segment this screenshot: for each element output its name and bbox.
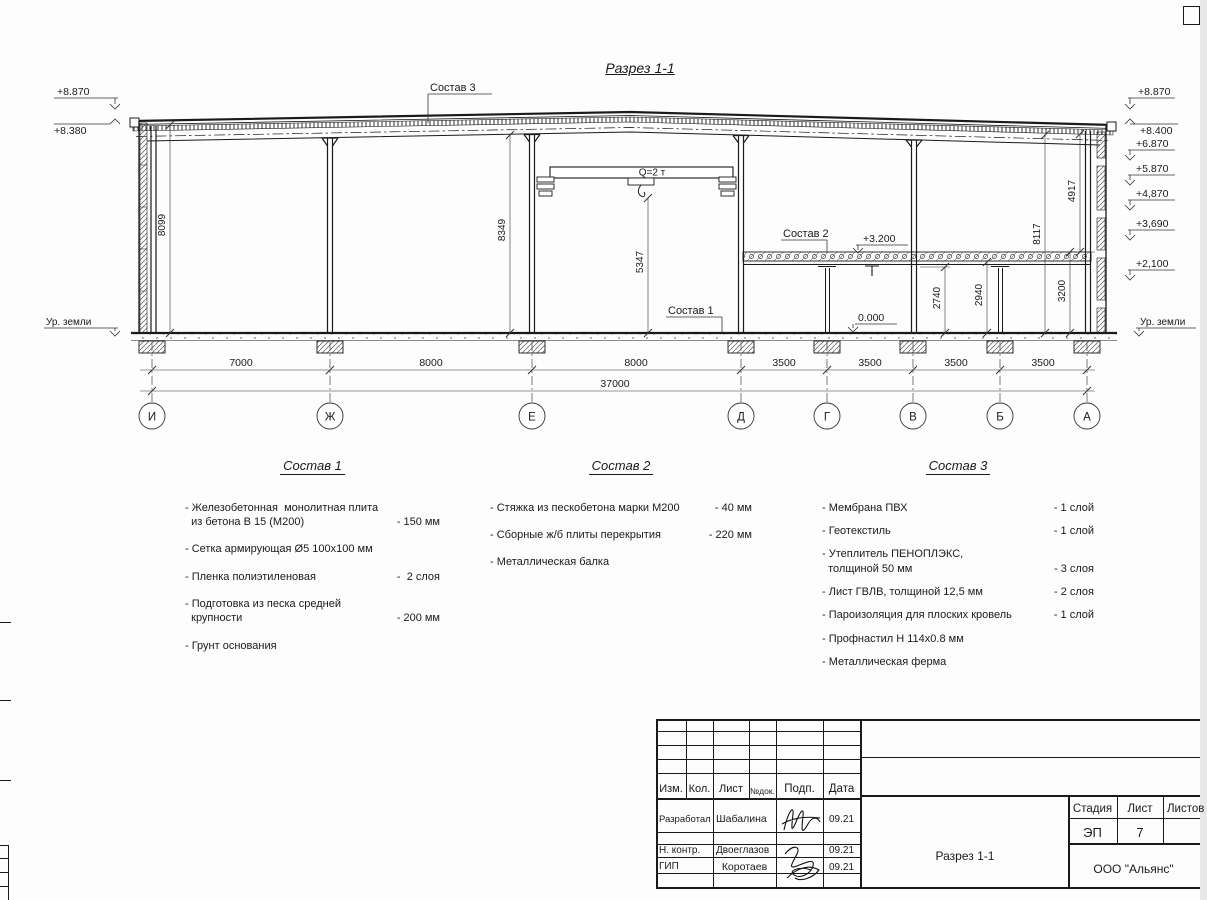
composition-callout: Состав 2 — [783, 228, 829, 240]
item-text: - Геотекстиль — [822, 525, 891, 538]
item-text: - Лист ГВЛВ, толщиной 12,5 мм — [822, 586, 983, 599]
item-text: - Мембрана ПВХ — [822, 501, 908, 514]
item-value: - 220 мм — [708, 529, 752, 542]
vdim-label: 8099 — [157, 213, 168, 237]
tb-date: 09.21 — [828, 862, 855, 873]
item-value: - 2 слоя — [396, 570, 440, 583]
ground-level-label: Ур. земли — [46, 317, 92, 328]
item-value: - 200 мм — [396, 612, 440, 625]
composition-list-1 — [185, 458, 440, 666]
elevation-label: +8.870 — [1138, 86, 1171, 98]
item-text: - Грунт основания — [185, 639, 277, 652]
frame-mark — [0, 845, 8, 846]
tb-sheets-label: Листов — [1167, 803, 1205, 815]
axis-lines — [152, 342, 1087, 402]
crane-capacity-label: Q=2 т — [638, 167, 666, 179]
vdim-label: 8117 — [1032, 223, 1043, 245]
tb-col-list: Лист — [719, 783, 743, 795]
item-value: - 2 слоя — [1053, 586, 1094, 599]
frame-mark — [0, 700, 11, 701]
vdim-label: 3200 — [1057, 279, 1068, 303]
tb-col-ndok: №док. — [750, 786, 775, 796]
tb-company: ООО "Альянс" — [1093, 862, 1174, 876]
frame-mark — [0, 872, 8, 873]
item-value: - 40 мм — [714, 501, 752, 514]
axis-bubble-label: Г — [823, 411, 831, 424]
ground-floor-slab — [131, 333, 1117, 341]
vdim-label: 4917 — [1067, 179, 1078, 203]
signature — [780, 802, 822, 840]
list-item — [185, 570, 440, 584]
frame-mark — [0, 858, 8, 859]
tb-date: 09.21 — [828, 814, 855, 825]
item-text: - Металлическая ферма — [822, 655, 947, 668]
list-item — [822, 632, 1094, 646]
tb-name: Коротаев — [721, 861, 768, 873]
item-text: - Железобетонная монолитная плита из бетона В 15 (М200) — [185, 501, 379, 529]
item-text: - Утеплитель ПЕНОПЛЭКС, толщиной 50 мм — [822, 548, 964, 575]
hdim-label: 3500 — [858, 357, 882, 369]
signature — [779, 840, 823, 884]
composition-callout: Состав 3 — [430, 82, 476, 94]
frame-mark — [8, 845, 9, 900]
elevation-label: +8.400 — [1140, 125, 1173, 137]
axis-bubble-label: Д — [737, 411, 745, 424]
tb-col-podp: Подп. — [784, 783, 815, 795]
total-dim-label: 37000 — [600, 378, 630, 390]
list-item — [822, 501, 1094, 515]
item-text: - Сборные ж/б плиты перекрытия — [490, 529, 661, 542]
tb-col-izm: Изм. — [659, 783, 683, 795]
list-item — [490, 555, 752, 569]
frame-mark — [0, 886, 8, 887]
composition-title: Состав 2 — [490, 458, 752, 475]
vdim-label: 2740 — [932, 286, 943, 310]
list-item — [822, 655, 1094, 669]
axis-bubbles — [139, 403, 1100, 429]
tb-sheet-label: Лист — [1127, 803, 1153, 815]
composition-callout: Состав 1 — [668, 305, 714, 317]
tb-col-data: Дата — [828, 783, 855, 795]
item-text: - Профнастил Н 114х0.8 мм — [822, 632, 964, 645]
hdim-label: 3500 — [944, 357, 968, 369]
tb-doc-title: Разрез 1-1 — [935, 849, 995, 863]
vdim-label: 8349 — [497, 218, 508, 242]
item-text: - Сетка армирующая Ø5 100х100 мм — [185, 543, 373, 556]
elevation-label: +3,690 — [1136, 218, 1169, 230]
composition-list-2 — [490, 458, 752, 583]
hdim-label: 3500 — [772, 357, 796, 369]
ground-level-label: Ур. земли — [1140, 317, 1186, 328]
drawing-view-title: Разрез 1-1 — [605, 60, 675, 76]
exterior-walls — [139, 121, 1106, 333]
hdim-label: 7000 — [229, 357, 253, 369]
elevation-label: +5.870 — [1136, 163, 1169, 175]
axis-bubble-label: Б — [996, 411, 1004, 424]
list-item — [822, 547, 1094, 576]
tb-name: Двоеглазов — [716, 845, 770, 856]
hdim-label: 8000 — [624, 357, 648, 369]
level-label: 0.000 — [858, 312, 885, 324]
list-item — [822, 585, 1094, 599]
item-text: - Пленка полиэтиленовая — [185, 570, 316, 583]
columns — [151, 126, 1091, 333]
list-item — [822, 608, 1094, 622]
hdim-label: 3500 — [1031, 357, 1055, 369]
item-value: - 150 мм — [396, 516, 440, 529]
frame-mark — [0, 622, 11, 623]
list-item — [185, 639, 440, 653]
list-item — [185, 597, 440, 626]
level-label: +3.200 — [863, 233, 896, 245]
foundation-pads — [139, 341, 1100, 353]
axis-bubble-label: Ж — [324, 411, 336, 424]
list-item — [490, 528, 752, 542]
section-drawing — [0, 0, 1200, 448]
item-value: - 3 слоя — [1053, 562, 1094, 575]
vdim-label: 2940 — [974, 283, 985, 307]
list-item — [185, 542, 440, 556]
item-value: - 1 слой — [1053, 501, 1094, 514]
list-item — [185, 501, 440, 530]
frame-mark — [0, 780, 11, 781]
item-text: - Подготовка из песка средней крупности — [185, 598, 341, 625]
tb-stage-value: ЭП — [1083, 825, 1102, 840]
elevation-label: +6.870 — [1136, 138, 1169, 150]
tb-role: Разработал — [659, 814, 711, 825]
roof-structure — [130, 112, 1116, 145]
elevation-label: +2,100 — [1136, 258, 1169, 270]
item-text: - Стяжка из пескобетона марки М200 — [490, 501, 680, 514]
tb-date: 09.21 — [828, 845, 855, 856]
tb-role: ГИП — [659, 861, 679, 872]
elevation-label: +8.380 — [54, 125, 87, 137]
tb-col-kol: Кол. — [688, 783, 711, 795]
axis-bubble-label: В — [909, 411, 917, 424]
item-value: - 1 слой — [1053, 525, 1094, 538]
axis-bubble-label: А — [1083, 411, 1091, 424]
composition-list-3 — [822, 458, 1094, 678]
hdim-label: 8000 — [419, 357, 443, 369]
list-item — [822, 524, 1094, 538]
tb-sheet-value: 7 — [1136, 825, 1144, 840]
crane-beam — [537, 167, 736, 197]
item-text: - Металлическая балка — [490, 556, 610, 569]
tb-role: Н. контр. — [659, 845, 701, 856]
axis-bubble-label: Е — [528, 411, 536, 424]
elevation-label: +8.870 — [57, 86, 90, 98]
composition-title: Состав 3 — [822, 458, 1094, 475]
list-item — [490, 501, 752, 515]
tb-name: Шабалина — [716, 813, 767, 825]
item-text: - Пароизоляция для плоских кровель — [822, 609, 1012, 622]
elevation-label: +4,870 — [1136, 188, 1169, 200]
tb-stage-label: Стадия — [1072, 803, 1113, 815]
composition-title: Состав 1 — [185, 458, 440, 475]
vdim-label: 5347 — [635, 250, 646, 274]
axis-bubble-label: И — [147, 411, 157, 424]
item-value: - 1 слой — [1053, 609, 1094, 622]
